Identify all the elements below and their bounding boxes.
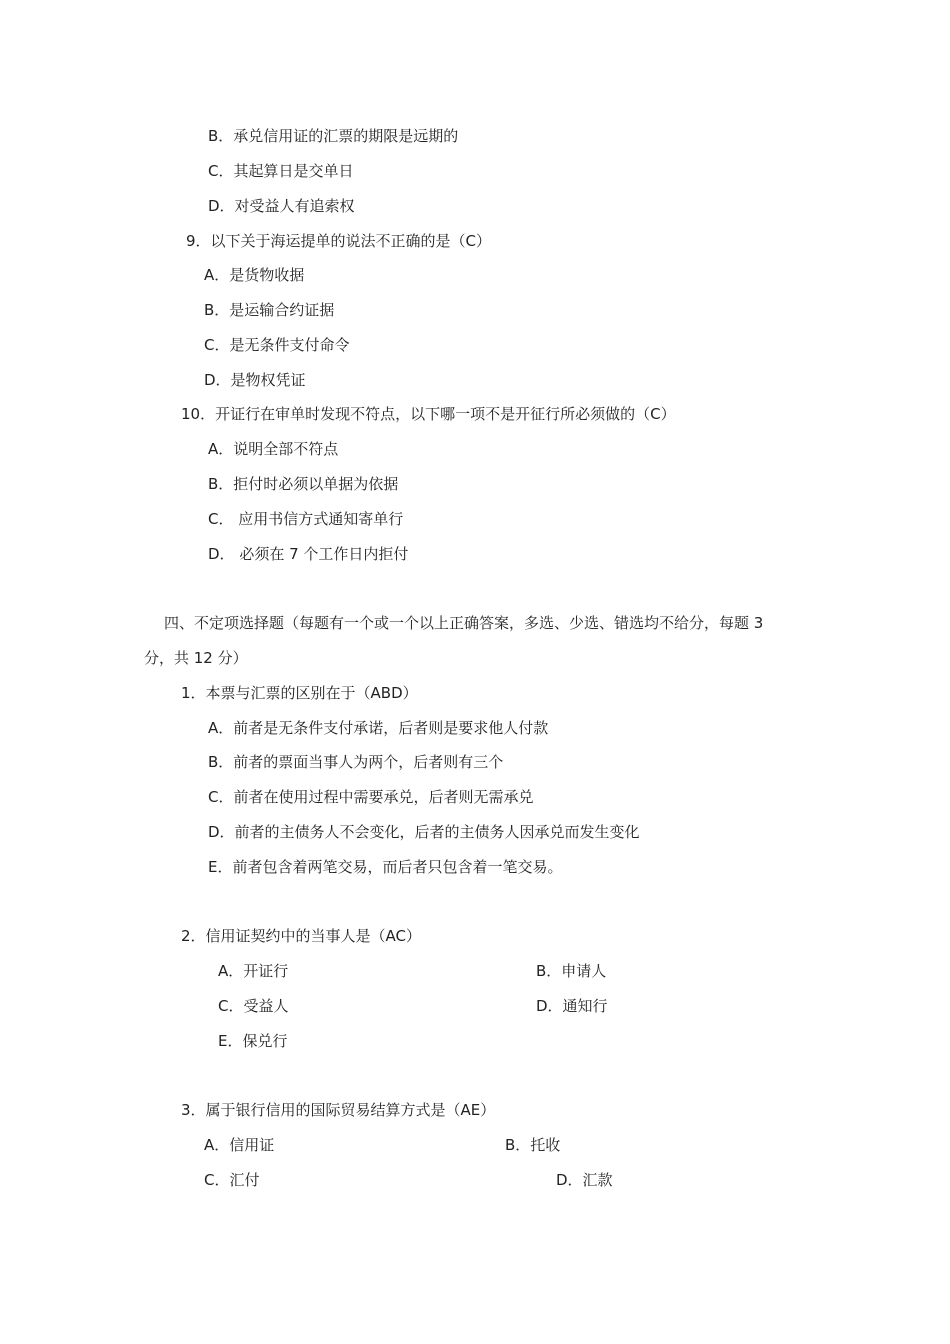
- s4-q2-option-c: C．受益人: [218, 997, 289, 1015]
- s4-q1-option-c: C．前者在使用过程中需要承兑，后者则无需承兑: [208, 788, 534, 806]
- s4-q2-stem: 2．信用证契约中的当事人是（AC）: [181, 927, 422, 945]
- s4-q1-option-e: E．前者包含着两笔交易，而后者只包含着一笔交易。: [208, 858, 563, 876]
- q10-stem: 10．开证行在审单时发现不符点，以下哪一项不是开征行所必须做的（C）: [181, 405, 676, 423]
- s4-q3-option-c: C．汇付: [204, 1171, 260, 1189]
- q9-stem: 9．以下关于海运提单的说法不正确的是（C）: [186, 232, 492, 250]
- q10-option-b: B．拒付时必须以单据为依据: [208, 475, 399, 493]
- q8-option-b: B．承兑信用证的汇票的期限是远期的: [208, 127, 459, 145]
- section4-heading-line1: 四、不定项选择题（每题有一个或一个以上正确答案，多选、少选、错选均不给分，每题 3: [164, 614, 764, 632]
- q10-option-a: A．说明全部不符点: [208, 440, 339, 458]
- q9-option-a: A．是货物收据: [204, 266, 305, 284]
- q10-option-c: C． 应用书信方式通知寄单行: [208, 510, 404, 528]
- q9-option-c: C．是无条件支付命令: [204, 336, 350, 354]
- s4-q3-option-b: B．托收: [505, 1136, 561, 1154]
- section4-heading-line2: 分，共 12 分）: [144, 649, 248, 667]
- q9-option-d: D．是物权凭证: [204, 371, 306, 389]
- s4-q3-stem: 3．属于银行信用的国际贸易结算方式是（AE）: [181, 1101, 496, 1119]
- s4-q3-option-d: D．汇款: [556, 1171, 613, 1189]
- s4-q2-option-a: A．开证行: [218, 962, 289, 980]
- q8-option-c: C．其起算日是交单日: [208, 162, 354, 180]
- q10-option-d: D． 必须在 7 个工作日内拒付: [208, 545, 409, 563]
- s4-q1-option-a: A．前者是无条件支付承诺，后者则是要求他人付款: [208, 719, 549, 737]
- q8-option-d: D．对受益人有追索权: [208, 197, 355, 215]
- s4-q1-stem: 1．本票与汇票的区别在于（ABD）: [181, 684, 418, 702]
- s4-q2-option-b: B．申请人: [536, 962, 607, 980]
- s4-q3-option-a: A．信用证: [204, 1136, 275, 1154]
- s4-q2-option-d: D．通知行: [536, 997, 608, 1015]
- q9-option-b: B．是运输合约证据: [204, 301, 335, 319]
- s4-q1-option-d: D．前者的主债务人不会变化，后者的主债务人因承兑而发生变化: [208, 823, 640, 841]
- s4-q1-option-b: B．前者的票面当事人为两个，后者则有三个: [208, 753, 504, 771]
- s4-q2-option-e: E．保兑行: [218, 1032, 288, 1050]
